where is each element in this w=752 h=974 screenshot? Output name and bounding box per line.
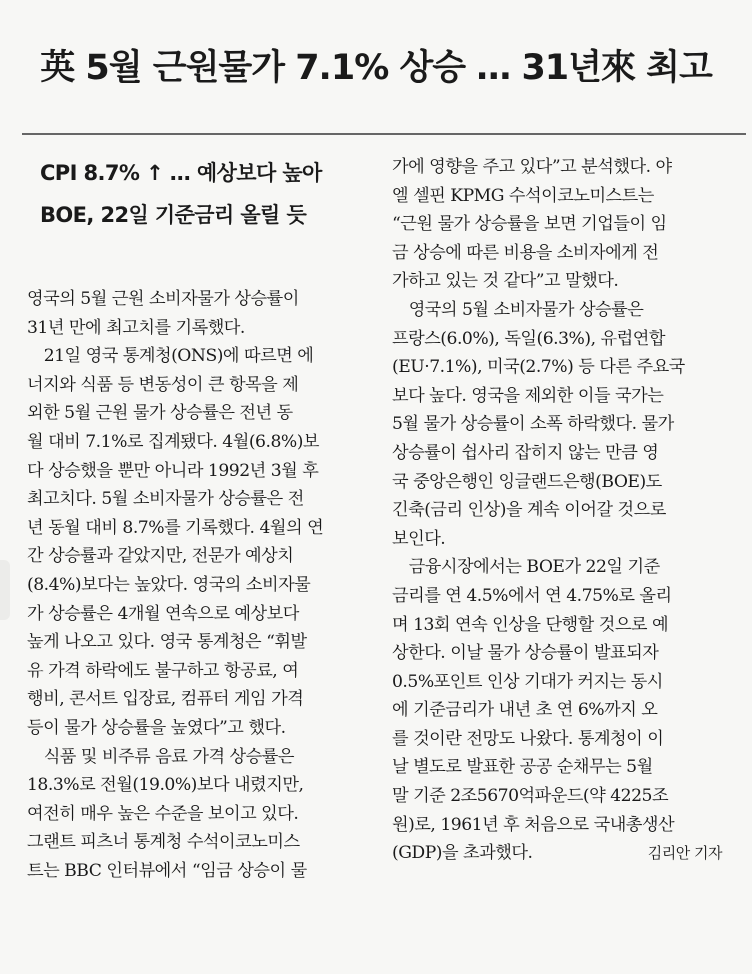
body-text-line: 식품 및 비주류 음료 가격 상승률은 — [27, 746, 294, 767]
body-text-line: 가 상승률은 4개월 연속으로 예상보다 — [27, 603, 299, 624]
body-text-line: 그랜트 피츠너 통계청 수석이코노미스 — [27, 832, 300, 853]
body-text-line: 유 가격 하락에도 불구하고 항공료, 여 — [27, 660, 299, 681]
body-text-line: 년 동월 대비 8.7%를 기록했다. 4월의 연 — [27, 517, 324, 538]
body-text-line: 프랑스(6.0%), 독일(6.3%), 유럽연합 — [392, 328, 665, 349]
body-text-line: (EU·7.1%), 미국(2.7%) 등 다른 주요국 — [392, 357, 685, 378]
body-text-line: 0.5%포인트 인상 기대가 커지는 동시 — [392, 671, 663, 692]
body-text-line: 가하고 있는 것 같다”고 말했다. — [392, 271, 619, 292]
body-text-line: 21일 영국 통계청(ONS)에 따르면 에 — [27, 346, 314, 367]
body-text-line: 다 상승했을 뿐만 아니라 1992년 3월 후 — [27, 460, 319, 481]
body-text-line: 에 기준금리가 내년 초 연 6%까지 오 — [392, 700, 658, 721]
body-text-line: 등이 물가 상승률을 높였다”고 했다. — [27, 717, 286, 738]
body-text-line: 영국의 5월 근원 소비자물가 상승률이 — [27, 289, 299, 309]
body-text-line: 보다 높다. 영국을 제외한 이들 국가는 — [392, 385, 664, 406]
body-text-line: 5월 물가 상승률이 소폭 하락했다. 물가 — [392, 414, 674, 435]
body-text-line: 며 13회 연속 인상을 단행할 것으로 예 — [392, 614, 669, 635]
byline: 김리안 기자 — [647, 844, 722, 863]
body-text-line: 행비, 콘서트 입장료, 컴퓨터 게임 가격 — [27, 689, 304, 710]
body-text-line: 금 상승에 따른 비용을 소비자에게 전 — [392, 242, 659, 263]
body-text-line: 원)로, 1961년 후 처음으로 국내총생산 — [392, 814, 675, 835]
body-text-line: 31년 만에 최고치를 기록했다. — [27, 317, 245, 338]
body-text-line: 엘 셀핀 KPMG 수석이코노미스트는 — [392, 185, 654, 206]
body-text-line: 외한 5월 근원 물가 상승률은 전년 동 — [27, 403, 293, 424]
body-text-line: “근원 물가 상승률을 보면 기업들이 임 — [392, 214, 667, 235]
body-text-line: 월 대비 7.1%로 집계됐다. 4월(6.8%)보 — [27, 431, 320, 452]
body-text-line: 긴축(금리 인상)을 계속 이어갈 것으로 — [392, 500, 666, 521]
body-text-line: 보인다. — [392, 528, 446, 549]
page-edge-decoration — [0, 560, 10, 620]
subhead-1: CPI 8.7% ↑ … 예상보다 높아 — [40, 161, 322, 185]
body-text-line: (GDP)을 초과했다. — [392, 843, 533, 864]
body-text-line: 트는 BBC 인터뷰에서 “임금 상승이 물 — [27, 860, 307, 881]
body-text-line: 말 기준 2조5670억파운드(약 4225조 — [392, 786, 669, 807]
body-text-line: 날 별도로 발표한 공공 순채무는 5월 — [392, 757, 653, 778]
article-headline: 英 5월 근원물가 7.1% 상승 … 31년來 최고 — [40, 48, 712, 88]
body-text-line: 높게 나오고 있다. 영국 통계청은 “휘발 — [27, 632, 307, 653]
body-text-line: 국 중앙은행인 잉글랜드은행(BOE)도 — [392, 471, 662, 492]
subhead-2: BOE, 22일 기준금리 올릴 듯 — [40, 203, 307, 227]
body-text-line: 금리를 연 4.5%에서 연 4.75%로 올리 — [392, 585, 672, 606]
body-text-line: 금융시장에서는 BOE가 22일 기준 — [392, 557, 660, 578]
body-text-line: 상한다. 이날 물가 상승률이 발표되자 — [392, 643, 659, 664]
body-text-line: 여전히 매우 높은 수준을 보이고 있다. — [27, 803, 299, 824]
body-text-line: 최고치다. 5월 소비자물가 상승률은 전 — [27, 489, 304, 510]
article-body-left-column — [27, 285, 359, 885]
body-text-line: 영국의 5월 소비자물가 상승률은 — [392, 299, 644, 320]
body-text-line: 상승률이 쉽사리 잡히지 않는 만큼 영 — [392, 442, 659, 463]
body-text-line: 를 것이란 전망도 나왔다. 통계청이 이 — [392, 728, 664, 749]
body-text-line: (8.4%)보다는 높았다. 영국의 소비자물 — [27, 574, 311, 595]
body-text-line: 간 상승률과 같았지만, 전문가 예상치 — [27, 546, 294, 567]
body-text-line: 너지와 식품 등 변동성이 큰 항목을 제 — [27, 374, 299, 395]
headline-divider — [22, 133, 746, 135]
article-body-right-column — [392, 153, 726, 868]
body-text-line: 18.3%로 전월(19.0%)보다 내렸지만, — [27, 775, 304, 796]
body-text-line: 가에 영향을 주고 있다”고 분석했다. 야 — [392, 157, 672, 177]
